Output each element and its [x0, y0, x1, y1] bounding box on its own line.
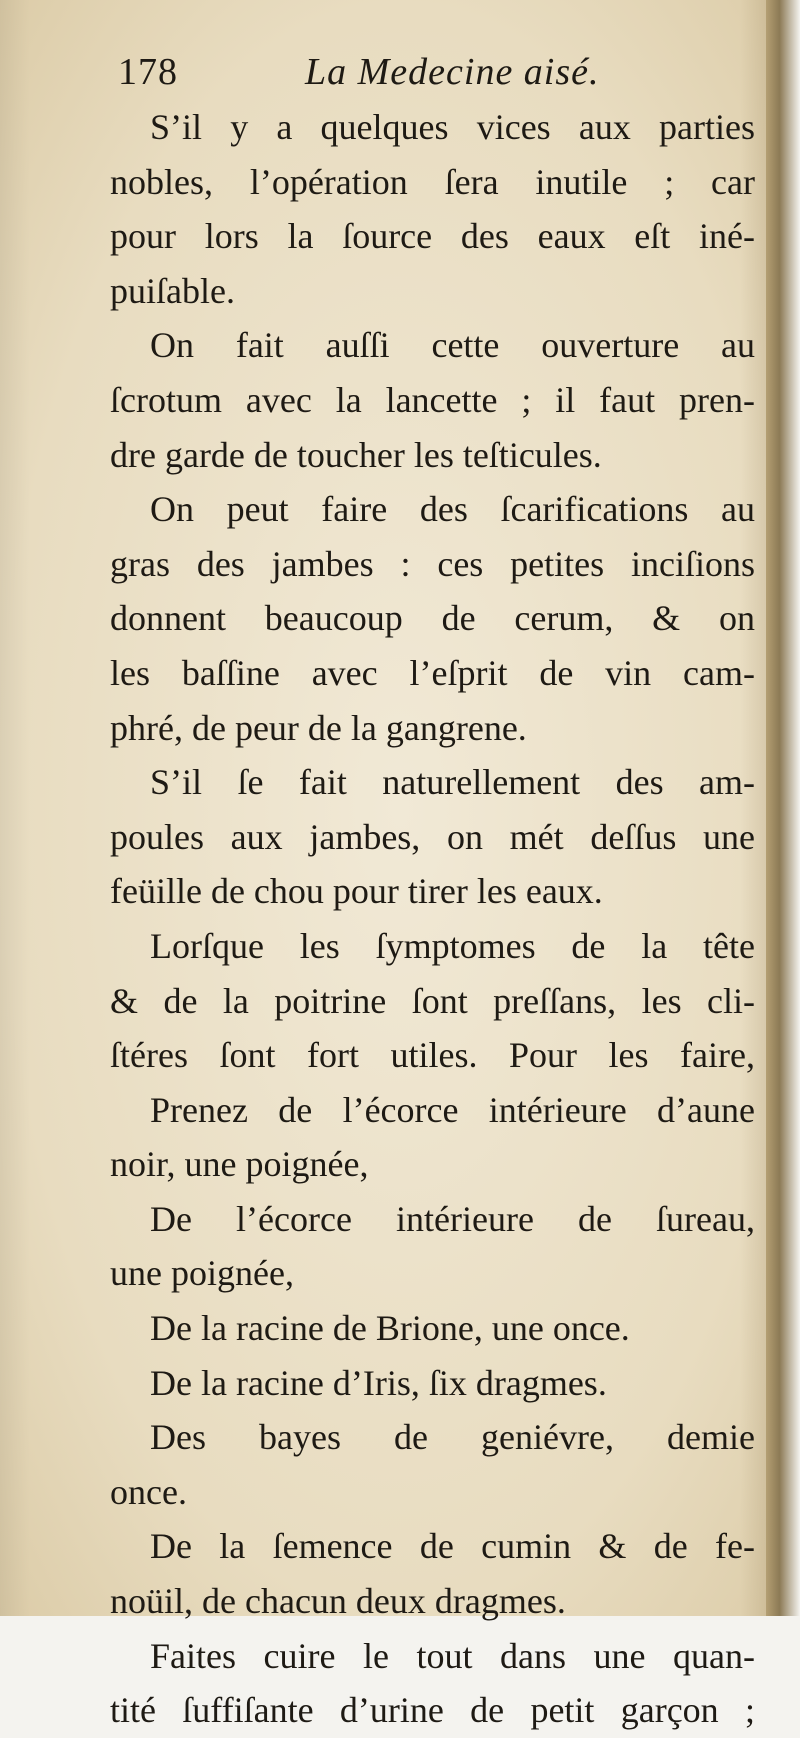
page-text-block	[110, 44, 755, 1738]
text-line: gras des jambes : ces petites inciſions	[110, 543, 755, 584]
text-line: feüille de chou pour tirer les eaux.	[110, 871, 603, 912]
text-line: les baſſine avec l’eſprit de vin cam-	[110, 652, 755, 693]
text-line: De l’écorce intérieure de ſureau,	[150, 1198, 755, 1239]
text-line: ſcrotum avec la lancette ; il faut pren-	[110, 379, 755, 420]
text-line: De la racine de Brione, une once.	[150, 1308, 630, 1349]
text-line: Faites cuire le tout dans une quan-	[150, 1635, 755, 1676]
text-line: tité ſuffiſante d’urine de petit garçon ;	[110, 1690, 755, 1731]
text-line: donnent beaucoup de cerum, & on	[110, 598, 755, 639]
text-line: S’il y a quelques vices aux parties	[150, 107, 755, 147]
text-line: noir, une poignée,	[110, 1144, 369, 1185]
page-header	[110, 44, 755, 100]
text-line: De la racine d’Iris, ſix dragmes.	[150, 1362, 607, 1403]
text-line: & de la poitrine ſont preſſans, les cli-	[110, 980, 755, 1021]
text-line: ſtéres ſont fort utiles. Pour les faire,	[110, 1035, 755, 1076]
text-line: poules aux jambes, on mét deſſus une	[110, 816, 755, 857]
text-line: On fait auſſi cette ouverture au	[150, 325, 755, 366]
text-line: nobles, l’opération ſera inutile ; car	[110, 161, 755, 202]
text-line: De la ſemence de cumin & de fe-	[150, 1526, 755, 1567]
page-number: 178	[118, 51, 178, 93]
running-title: La Medecine aisé.	[305, 51, 600, 93]
text-line: On peut faire des ſcarifications au	[150, 489, 755, 530]
text-line: phré, de peur de la gangrene.	[110, 707, 527, 748]
text-line: Lorſque les ſymptomes de la tête	[150, 925, 755, 966]
text-line: Prenez de l’écorce intérieure d’aune	[150, 1089, 755, 1130]
text-line: noüil, de chacun deux dragmes.	[110, 1581, 566, 1622]
text-line: once.	[110, 1471, 187, 1512]
text-line: une poignée,	[110, 1253, 294, 1294]
page-gutter-shadow	[766, 0, 800, 1616]
text-line: Des bayes de geniévre, demie	[150, 1417, 755, 1458]
text-line: pour lors la ſource des eaux eſt iné-	[110, 216, 755, 257]
text-line: puiſable.	[110, 270, 235, 311]
text-line: S’il ſe fait naturellement des am-	[150, 762, 755, 803]
text-line: dre garde de toucher les teſticules.	[110, 434, 602, 475]
